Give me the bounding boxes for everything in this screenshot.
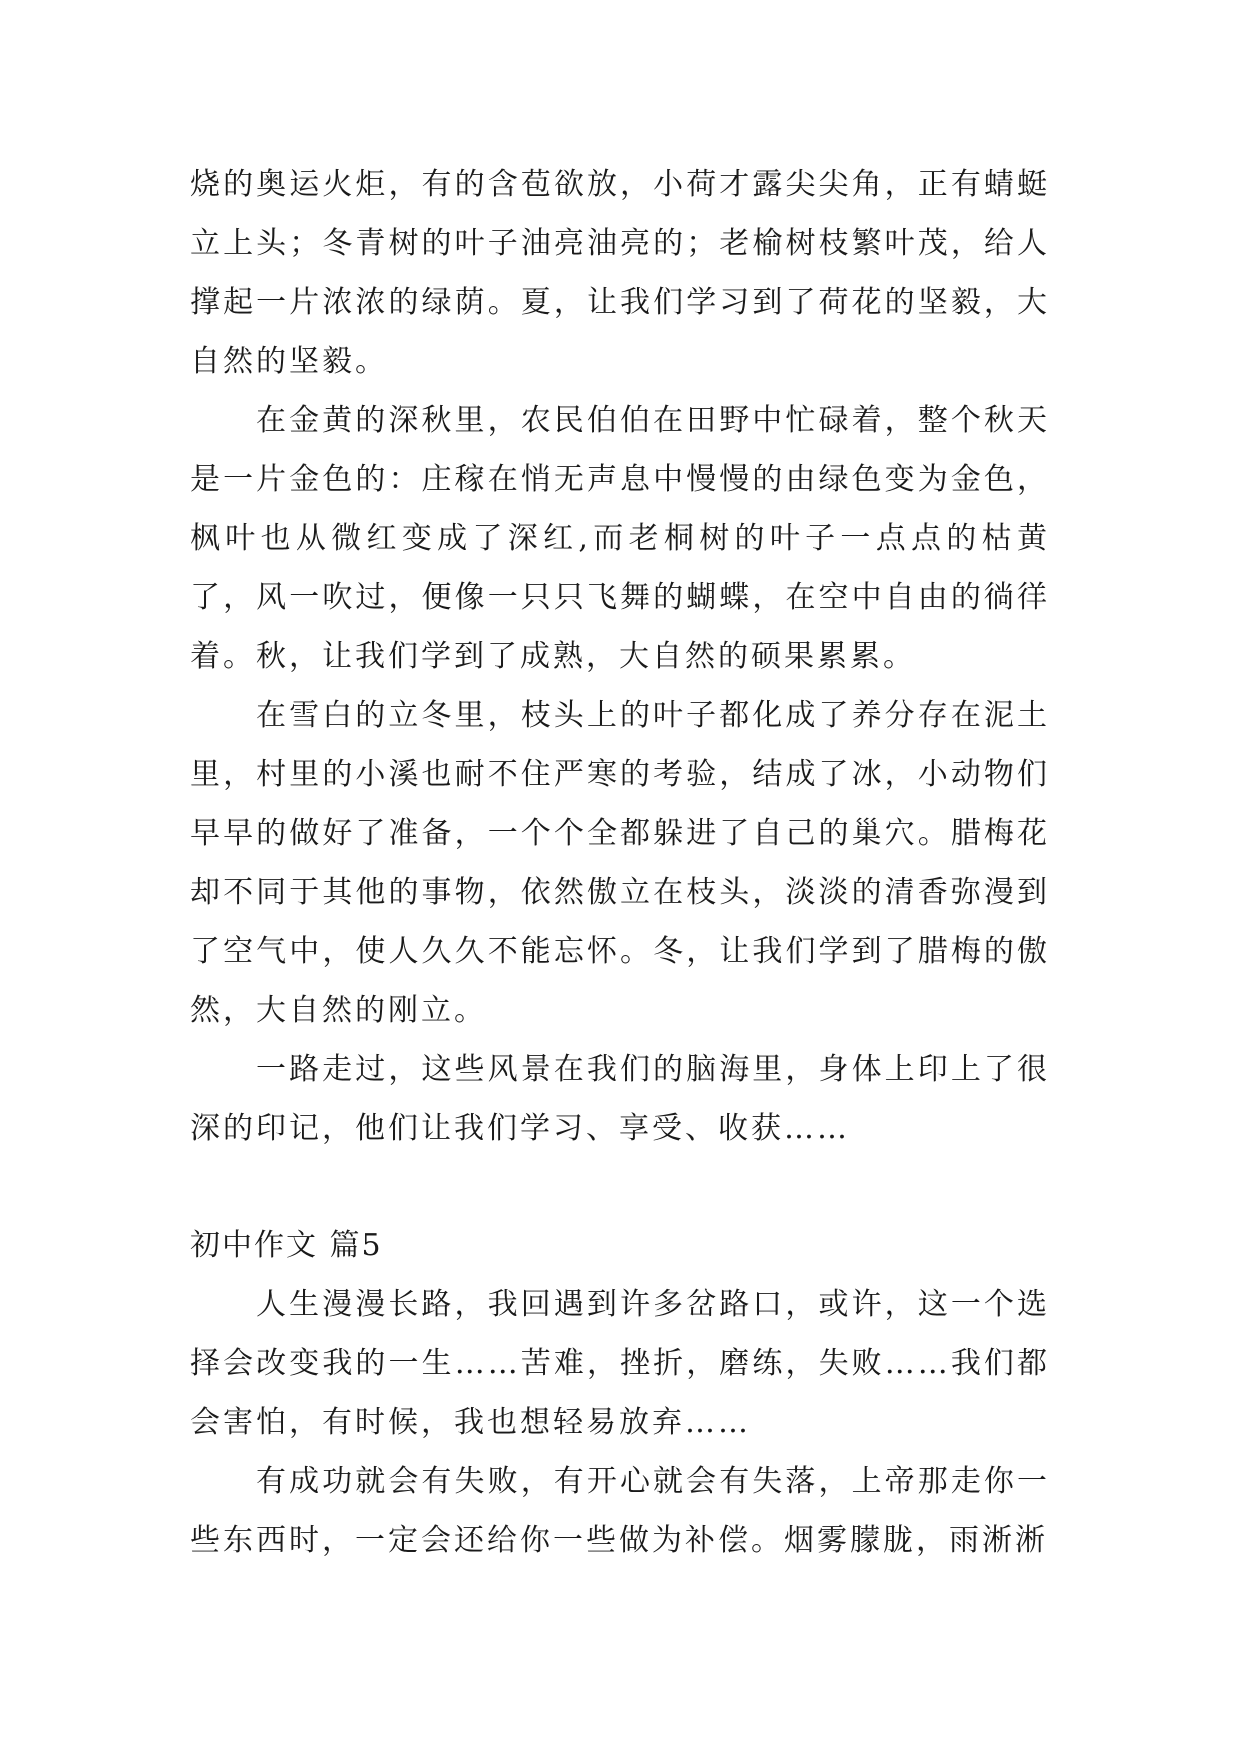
paragraph-summer-continued: 烧的奥运火炬，有的含苞欲放，小荷才露尖尖角，正有蜻蜓立上头；冬青树的叶子油亮油亮的；老榆树枝繁叶茂，给人撑起一片浓浓的绿荫。夏，让我们学习到了荷花的坚毅，大自然的坚毅。 bbox=[190, 167, 1050, 379]
paragraph-success-failure: 有成功就会有失败，有开心就会有失落，上帝那走你一些东西时，一定会还给你一些做为补偿。烟雾朦胧，雨淅淅 bbox=[190, 1464, 1050, 1558]
section-title: 初中作文 篇5 bbox=[190, 1228, 383, 1263]
paragraph-autumn: 在金黄的深秋里，农民伯伯在田野中忙碌着，整个秋天是一片金色的：庄稼在悄无声息中慢慢的由绿色变为金色，枫叶也从微红变成了深红,而老桐树的叶子一点点的枯黄了，风一吹过，便像一只只飞舞的蝴蝶，在空中自由的徜徉着。秋，让我们学到了成熟，大自然的硕果累累。 bbox=[190, 403, 1050, 674]
paragraph-winter: 在雪白的立冬里，枝头上的叶子都化成了养分存在泥土里，村里的小溪也耐不住严寒的考验，结成了冰，小动物们早早的做好了准备，一个个全都躲进了自己的巢穴。腊梅花却不同于其他的事物，依然傲立在枝头，淡淡的清香弥漫到了空气中，使人久久不能忘怀。冬，让我们学到了腊梅的傲然，大自然的刚立。 bbox=[190, 698, 1050, 1028]
paragraph-conclusion: 一路走过，这些风景在我们的脑海里，身体上印上了很深的印记，他们让我们学习、享受、收获…… bbox=[190, 1052, 1050, 1146]
document-body bbox=[190, 155, 1050, 1570]
paragraph-life-road: 人生漫漫长路，我回遇到许多岔路口，或许，这一个选择会改变我的一生……苦难，挫折，磨练，失败……我们都会害怕，有时候，我也想轻易放弃…… bbox=[190, 1287, 1050, 1440]
